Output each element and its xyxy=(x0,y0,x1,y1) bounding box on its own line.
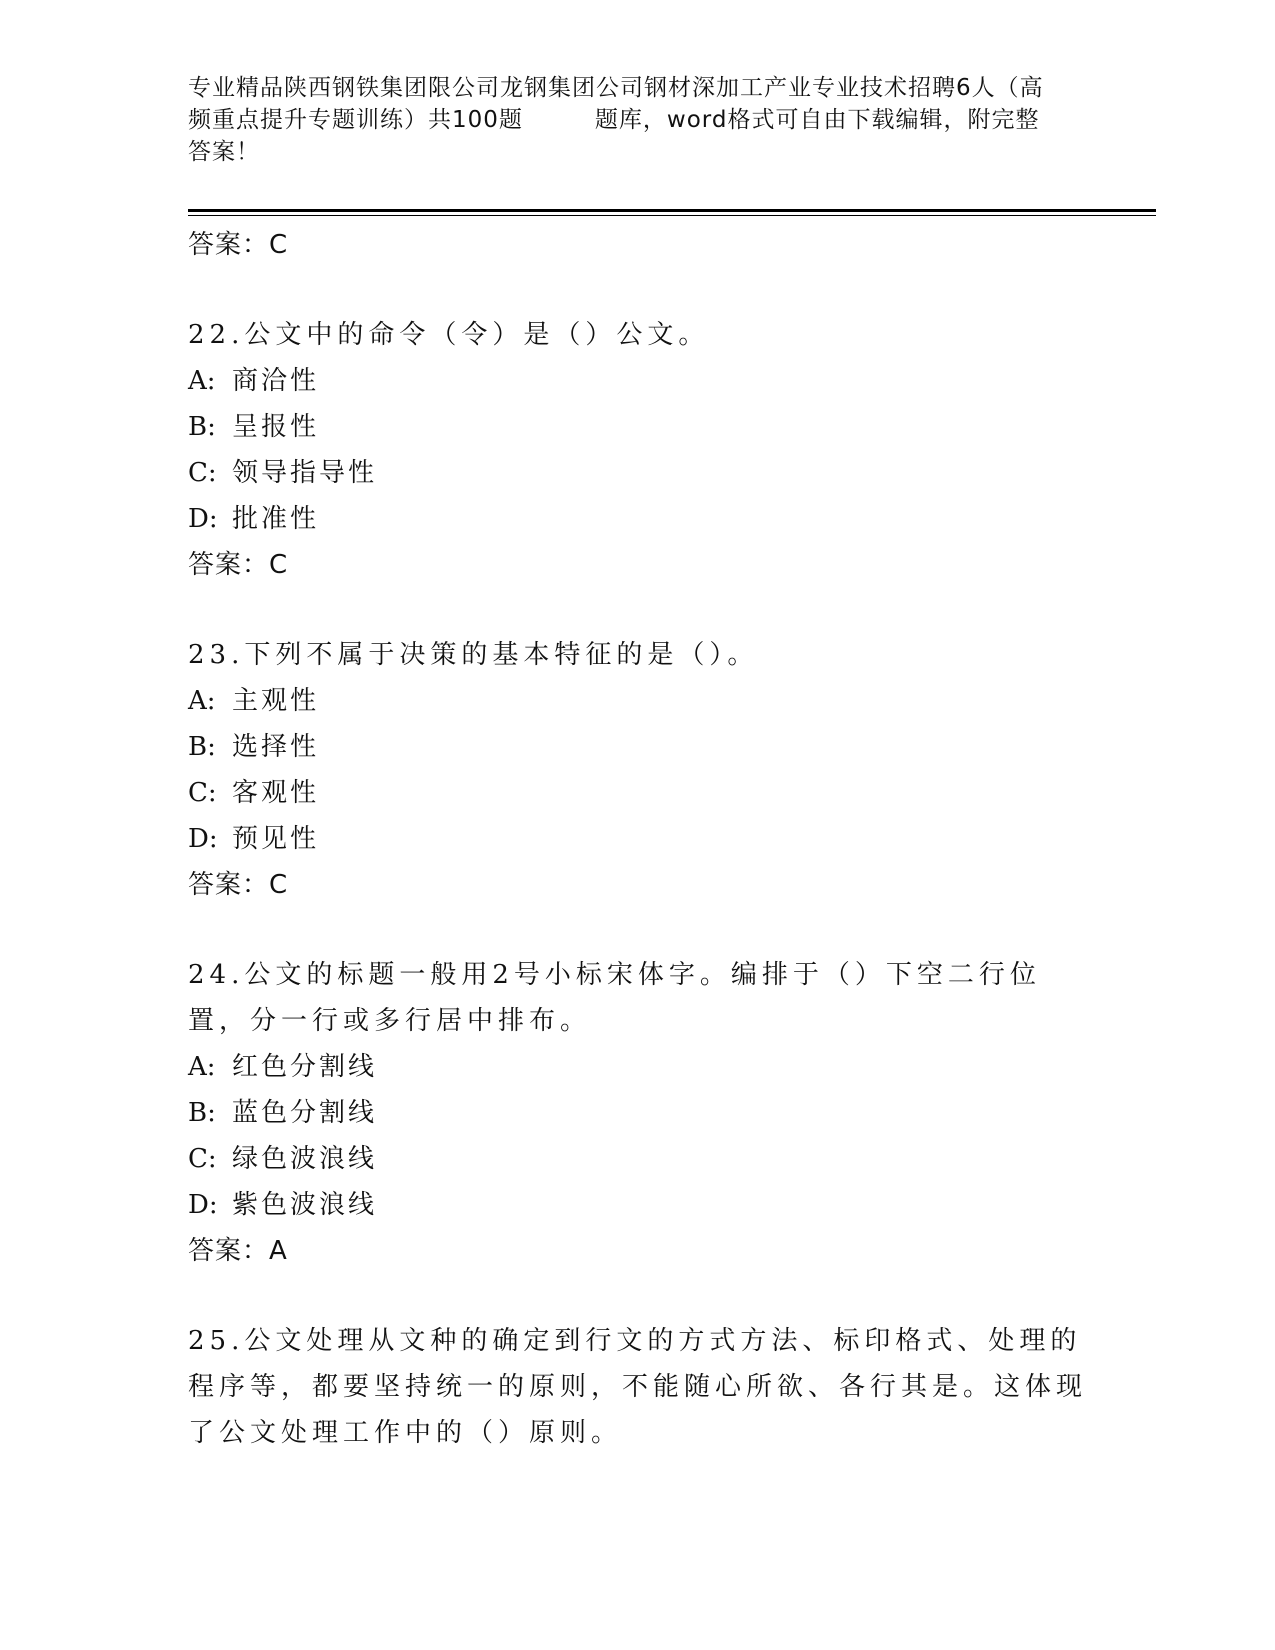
option-label: D: xyxy=(188,1190,218,1220)
option-label: C: xyxy=(188,1144,217,1174)
header-divider-thin xyxy=(188,215,1156,216)
header-line-2 xyxy=(188,104,1088,136)
question-25 xyxy=(188,1318,1088,1456)
option-c xyxy=(188,770,1088,816)
question-stem: 23.下列不属于决策的基本特征的是（）。 xyxy=(188,640,759,670)
option-text: 绿色波浪线 xyxy=(232,1144,378,1174)
option-text: 领导指导性 xyxy=(232,458,378,488)
question-23 xyxy=(188,632,1088,908)
option-d xyxy=(188,496,1088,542)
previous-answer: 答案：C xyxy=(188,230,289,260)
answer: 答案：C xyxy=(188,870,289,900)
answer: 答案：A xyxy=(188,1236,288,1266)
option-text: 呈报性 xyxy=(232,412,320,442)
header-divider-thick xyxy=(188,209,1156,212)
header-line-1: 专业精品陕西钢铁集团限公司龙钢集团公司钢材深加工产业专业技术招聘6人（高 xyxy=(188,75,1044,101)
option-label: B: xyxy=(188,1098,216,1128)
option-text: 蓝色分割线 xyxy=(232,1098,378,1128)
option-label: A: xyxy=(188,686,216,716)
option-label: A: xyxy=(188,1052,216,1082)
option-b xyxy=(188,404,1088,450)
option-d xyxy=(188,816,1088,862)
option-text: 红色分割线 xyxy=(232,1052,378,1082)
option-label: C: xyxy=(188,458,217,488)
option-d xyxy=(188,1182,1088,1228)
option-text: 紫色波浪线 xyxy=(232,1190,378,1220)
answer: 答案：C xyxy=(188,550,289,580)
header-line-2-part-2: 题库，word格式可自由下载编辑，附完整 xyxy=(594,107,1040,133)
option-text: 选择性 xyxy=(232,732,320,762)
option-c xyxy=(188,450,1088,496)
question-stem: 24.公文的标题一般用2号小标宋体字。编排于（）下空二行位置，分一行或多行居中排布。 xyxy=(188,960,1041,1036)
option-text: 商洽性 xyxy=(232,366,320,396)
question-stem: 22.公文中的命令（令）是（）公文。 xyxy=(188,320,710,350)
option-b xyxy=(188,1090,1088,1136)
question-22 xyxy=(188,312,1088,588)
option-label: B: xyxy=(188,412,216,442)
option-label: C: xyxy=(188,778,217,808)
question-24 xyxy=(188,952,1088,1274)
option-label: D: xyxy=(188,824,218,854)
option-text: 客观性 xyxy=(232,778,320,808)
document-header xyxy=(188,72,1088,168)
option-label: A: xyxy=(188,366,216,396)
question-stem: 25.公文处理从文种的确定到行文的方式方法、标印格式、处理的程序等，都要坚持统一的原则，不能随心所欲、各行其是。这体现了公文处理工作中的（）原则。 xyxy=(188,1326,1088,1448)
header-line-3: 答案！ xyxy=(188,139,260,165)
option-label: D: xyxy=(188,504,218,534)
option-a xyxy=(188,358,1088,404)
option-label: B: xyxy=(188,732,216,762)
option-a xyxy=(188,678,1088,724)
header-line-2-part-1: 频重点提升专题训练）共100题 xyxy=(188,107,523,133)
option-b xyxy=(188,724,1088,770)
option-text: 预见性 xyxy=(232,824,320,854)
option-text: 批准性 xyxy=(232,504,320,534)
question-list xyxy=(188,222,1088,1456)
option-text: 主观性 xyxy=(232,686,320,716)
option-a xyxy=(188,1044,1088,1090)
option-c xyxy=(188,1136,1088,1182)
